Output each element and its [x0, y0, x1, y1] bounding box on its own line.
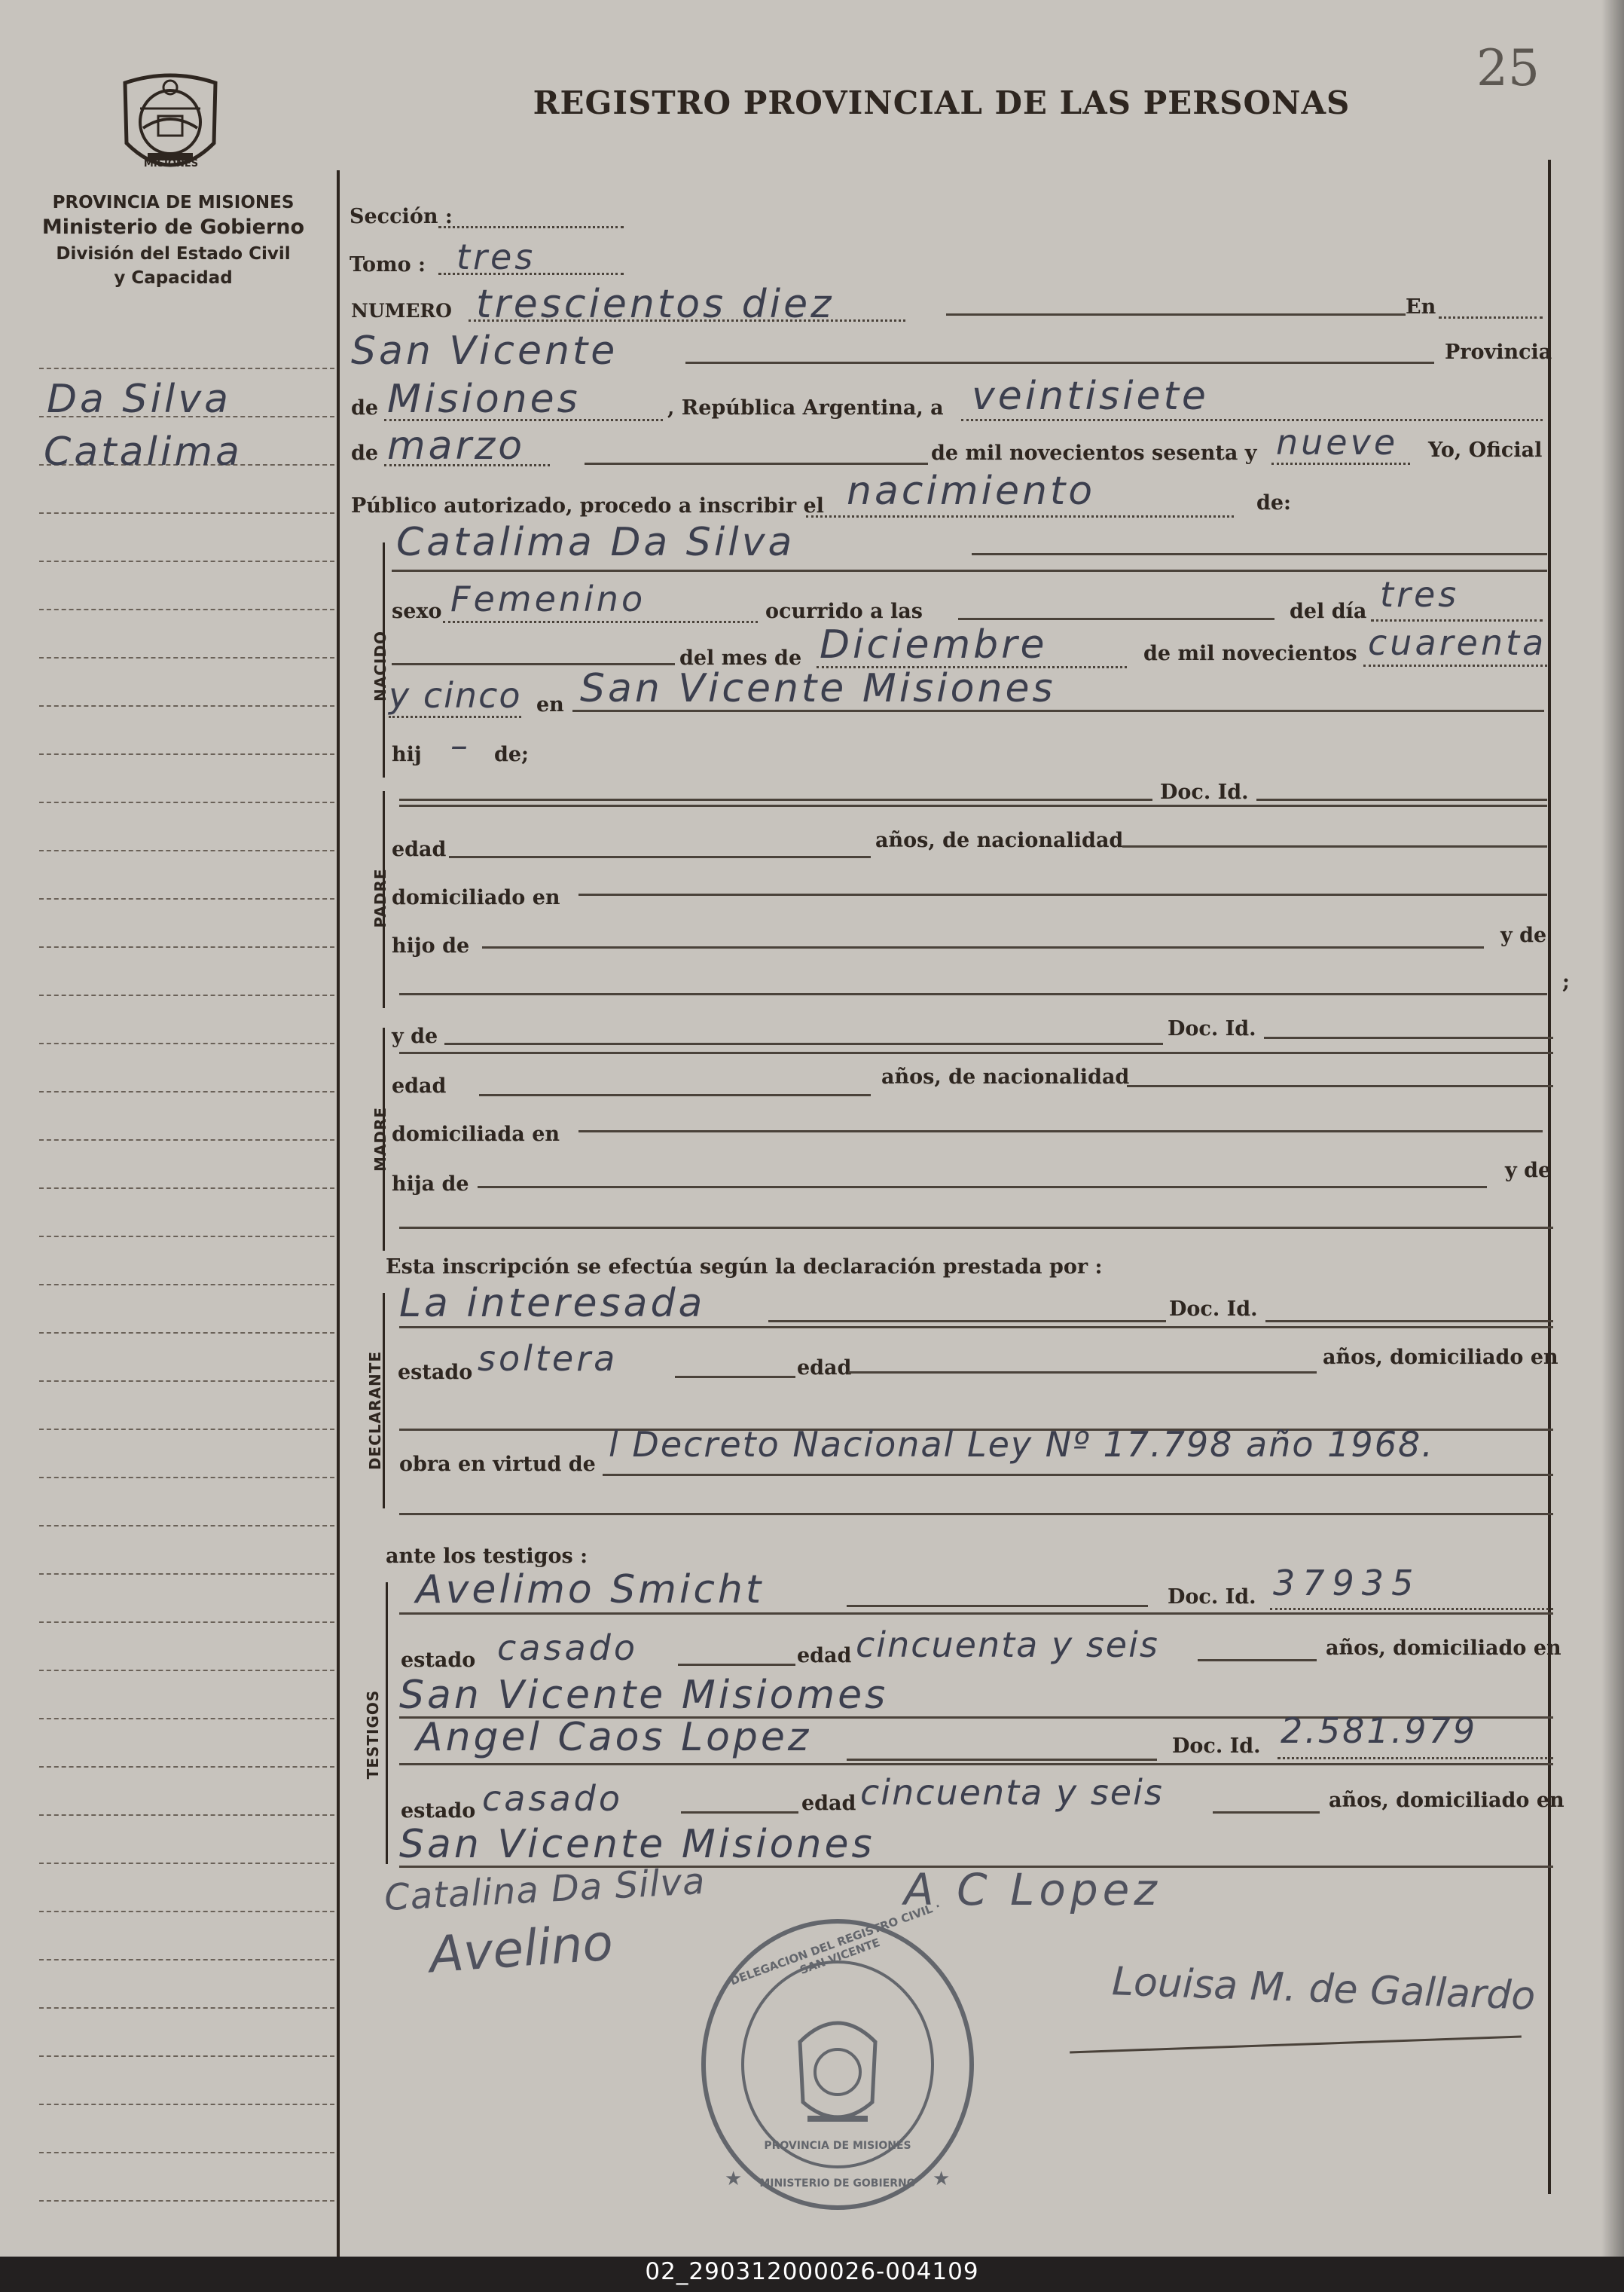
margin-ruled-line: [39, 1236, 334, 1237]
de-label-2: de: [351, 442, 379, 465]
margin-ruled-line: [39, 1380, 334, 1382]
ocurrido-rule: [958, 618, 1274, 620]
hij-dash: –: [450, 725, 471, 766]
page-title: REGISTRO PROVINCIAL DE LAS PERSONAS: [533, 84, 1351, 121]
t2-edad-value: cincuenta y seis: [860, 1772, 1164, 1813]
mes-rule: [392, 663, 675, 665]
t1-estado-label: estado: [401, 1649, 476, 1672]
en-label-2: en: [536, 693, 564, 717]
signature-catalina: Catalina Da Silva: [383, 1860, 707, 1920]
t1-doc-line: [1270, 1608, 1553, 1610]
margin-ruled-line: [39, 1911, 334, 1912]
madre-domicilio-rule: [578, 1130, 1543, 1132]
margin-ruled-line: [39, 1139, 334, 1141]
emblem-lettering: MISIONES: [143, 158, 199, 170]
declarante-doc-label: Doc. Id.: [1169, 1297, 1258, 1321]
margin-ruled-line: [39, 2007, 334, 2009]
t1-edad-rule: [1198, 1659, 1317, 1661]
stamp-bottom-text: MINISTERIO DE GOBIERNO: [759, 2177, 916, 2190]
margin-ruled-line: [39, 802, 334, 803]
padre-edad-label: edad: [392, 838, 447, 861]
nacido-place-value: San Vicente Misiones: [580, 666, 1056, 711]
padre-edad-rule: [449, 856, 871, 858]
stamp-outer-text: DELEGACION DEL REGISTRO CIVIL · SAN VICENTE: [728, 1899, 942, 1988]
t2-estado-rule: [681, 1811, 798, 1814]
padre-doc-rule: [1256, 799, 1547, 801]
mes-label: del mes de: [679, 646, 802, 670]
margin-ruled-line: [39, 2104, 334, 2105]
nacido-year-value-1: cuarenta: [1368, 622, 1547, 663]
margin-ruled-line: [39, 1766, 334, 1768]
madre-doc-rule: [1264, 1037, 1553, 1039]
t1-estado-value: casado: [497, 1627, 638, 1668]
dia-line: [1371, 619, 1543, 622]
signature-official: Louisa M. de Gallardo: [1111, 1959, 1537, 2019]
margin-divider: [337, 170, 340, 2257]
year-value: nueve: [1276, 422, 1399, 463]
declarante-rule-2: [399, 1326, 1553, 1328]
madre-edad-label: edad: [392, 1074, 447, 1098]
padre-nac-rule: [1122, 845, 1547, 848]
sexo-value: Femenino: [450, 579, 646, 619]
margin-ruled-line: [39, 2200, 334, 2202]
en-line: [1439, 316, 1543, 319]
margin-ruled-line: [39, 1284, 334, 1285]
margin-ruled-line: [39, 609, 334, 610]
t1-rule-2: [399, 1612, 1553, 1615]
margin-ruled-line: [39, 946, 334, 948]
margin-ruled-line: [39, 657, 334, 659]
mes-value: Diciembre: [820, 622, 1048, 668]
t2-anios-label: años, domiciliado en: [1329, 1789, 1564, 1812]
seccion-line: [438, 226, 624, 228]
t1-name-rule: [847, 1605, 1148, 1607]
declarante-edad-label: edad: [797, 1356, 852, 1380]
madre-doc-label: Doc. Id.: [1168, 1017, 1256, 1041]
madre-edad-rule: [479, 1094, 871, 1096]
madre-y-de-label-2: y de: [1505, 1159, 1552, 1182]
mil-label: de mil novecientos sesenta y: [931, 442, 1257, 465]
en-label: En: [1406, 295, 1436, 319]
tomo-label: Tomo :: [350, 253, 426, 277]
padre-domicilio-label: domiciliado en: [392, 886, 560, 909]
madre-section-label: MADRE: [371, 1106, 389, 1172]
stamp-inner-text: PROVINCIA DE MISIONES: [764, 2140, 911, 2152]
margin-ruled-line: [39, 850, 334, 851]
margin-ruled-line: [39, 512, 334, 514]
mil-label-2: de mil novecientos: [1143, 642, 1357, 665]
t1-doc-value: 37935: [1273, 1563, 1421, 1603]
nacido-year-line: [1363, 665, 1547, 667]
signature-lopez: A C Lopez: [904, 1864, 1162, 1915]
padre-doc-label: Doc. Id.: [1160, 781, 1249, 804]
margin-ruled-line: [39, 1525, 334, 1526]
year-line: [1271, 463, 1410, 465]
numero-rule: [946, 313, 1406, 316]
padre-section-label: PADRE: [371, 868, 389, 928]
margin-ruled-line: [39, 561, 334, 562]
madre-domicilio-label: domiciliada en: [392, 1123, 560, 1146]
margin-ruled-line: [39, 1959, 334, 1960]
margin-ruled-line: [39, 1814, 334, 1816]
signature-avelino: Avelino: [427, 1913, 615, 1985]
de-colon-label: de:: [1256, 491, 1292, 515]
svg-text:★: ★: [725, 2168, 743, 2190]
t2-name: Angel Caos Lopez: [416, 1715, 812, 1760]
org-division-2: y Capacidad: [114, 268, 233, 288]
act-line: [806, 515, 1234, 518]
padre-hijo-rule: [482, 946, 1484, 949]
hij-label: hij: [392, 743, 422, 766]
t2-estado-value: casado: [482, 1778, 623, 1819]
declarante-estado-value: soltera: [478, 1338, 618, 1379]
place-value: San Vicente: [351, 329, 618, 374]
margin-ruled-line: [39, 368, 334, 369]
t2-name-rule: [847, 1759, 1157, 1761]
t1-name: Avelimo Smicht: [416, 1567, 765, 1612]
margin-ruled-line: [39, 1429, 334, 1430]
day-line: [961, 419, 1543, 421]
padre-anios-label: años, de nacionalidad: [875, 829, 1124, 852]
del-dia-label: del día: [1290, 600, 1367, 623]
t2-domicilio: San Vicente Misiones: [399, 1822, 875, 1867]
dia-value: tres: [1380, 574, 1460, 615]
margin-ruled-line: [39, 1477, 334, 1478]
obra-rule: [603, 1474, 1553, 1476]
seccion-label: Sección :: [350, 205, 453, 228]
margin-ruled-line: [39, 898, 334, 900]
madre-rule-3: [399, 1227, 1553, 1229]
t2-doc-value: 2.581.979: [1281, 1710, 1478, 1751]
madre-hija-rule: [478, 1186, 1487, 1188]
t2-doc-line: [1278, 1757, 1553, 1759]
sexo-label: sexo: [392, 600, 442, 623]
declarante-estado-label: estado: [398, 1361, 473, 1384]
place-rule: [685, 362, 1434, 364]
margin-surname: Da Silva: [47, 377, 231, 422]
margin-ruled-line: [39, 1863, 334, 1864]
margin-ruled-line: [39, 753, 334, 755]
padre-name-rule: [399, 799, 1152, 801]
padre-hijo-label: hijo de: [392, 934, 470, 958]
madre-name-rule: [444, 1043, 1163, 1045]
month-rule: [585, 463, 928, 465]
tomo-value: tres: [456, 237, 536, 277]
margin-ruled-line: [39, 1670, 334, 1671]
obra-label: obra en virtud de: [399, 1453, 596, 1476]
nacido-name-rule-2: [392, 570, 1547, 572]
obra-value: l Decreto Nacional Ley Nº 17.798 año 1968.: [609, 1424, 1434, 1465]
year2-line: [389, 716, 521, 718]
de-label: de: [351, 396, 379, 420]
t2-estado-label: estado: [401, 1799, 476, 1823]
svg-text:★: ★: [933, 2168, 951, 2190]
madre-anios-label: años, de nacionalidad: [881, 1065, 1130, 1089]
padre-domicilio-rule: [578, 894, 1547, 896]
declarante-section-label: DECLARANTE: [366, 1350, 384, 1471]
madre-rule-2: [399, 1052, 1553, 1054]
numero-label: NUMERO: [351, 300, 452, 322]
margin-ruled-line: [39, 1332, 334, 1334]
declarante-doc-rule: [1265, 1320, 1553, 1322]
madre-nac-rule: [1127, 1085, 1553, 1087]
nacido-section-label: NACIDO: [371, 631, 389, 701]
org-division-1: División del Estado Civil: [56, 244, 291, 264]
t2-edad-rule: [1213, 1811, 1320, 1814]
declarante-name-rule: [768, 1320, 1166, 1322]
numero-value: trescientos diez: [476, 282, 835, 327]
nacido-name: Catalima Da Silva: [396, 520, 795, 565]
t2-doc-label: Doc. Id.: [1172, 1734, 1261, 1758]
t1-doc-label: Doc. Id.: [1168, 1585, 1256, 1609]
margin-ruled-line: [39, 1718, 334, 1719]
testigos-bracket: [386, 1582, 388, 1864]
margin-ruled-line: [39, 1621, 334, 1623]
t1-anios-label: años, domiciliado en: [1326, 1636, 1561, 1660]
org-province: PROVINCIA DE MISIONES: [52, 193, 295, 212]
margin-ruled-line: [39, 1573, 334, 1575]
t1-domicilio: San Vicente Misiomes: [399, 1673, 889, 1718]
declarante-estado-rule: [675, 1376, 795, 1378]
act-value: nacimiento: [847, 469, 1096, 514]
madre-y-de-label: y de: [392, 1025, 438, 1048]
padre-y-de-label: y de: [1500, 924, 1547, 947]
madre-hija-label: hija de: [392, 1172, 469, 1196]
t1-edad-value: cincuenta y seis: [856, 1624, 1159, 1665]
nacido-name-rule: [972, 553, 1547, 555]
declarante-anios-label: años, domiciliado en: [1323, 1346, 1558, 1369]
margin-ruled-line: [39, 1091, 334, 1093]
file-id-label: 02_290312000026-004109: [645, 2258, 979, 2285]
republica-label: , República Argentina, a: [667, 396, 944, 420]
testigos-section-label: TESTIGOS: [364, 1689, 382, 1780]
page-number: 25: [1476, 39, 1540, 97]
nacido-place-rule: [572, 710, 1544, 712]
margin-ruled-line: [39, 1187, 334, 1189]
t2-edad-label: edad: [801, 1792, 856, 1815]
padre-rule-2: [399, 805, 1547, 807]
declarante-edad-rule: [848, 1371, 1317, 1374]
publico-label: Público autorizado, procedo a inscribir el: [351, 494, 824, 518]
padre-rule-3: [399, 993, 1547, 995]
official-stamp: [694, 1899, 981, 2215]
month-value: marzo: [387, 423, 526, 469]
org-ministry: Ministerio de Gobierno: [41, 215, 305, 239]
provincia-label: Provincia: [1445, 341, 1552, 364]
margin-ruled-line: [39, 2055, 334, 2057]
declarante-name: La interesada: [399, 1281, 706, 1326]
declarante-intro: Esta inscripción se efectúa según la declaración prestada por :: [386, 1255, 1103, 1279]
province-value: Misiones: [387, 377, 581, 422]
t2-rule-2: [399, 1763, 1553, 1765]
sexo-line: [443, 621, 758, 623]
margin-ruled-line: [39, 705, 334, 707]
ocurrido-label: ocurrido a las: [765, 600, 923, 623]
margin-ruled-line: [39, 1043, 334, 1044]
nacido-year-value-2: y cinco: [389, 675, 522, 716]
margin-ruled-line: [39, 995, 334, 996]
oficial-label: Yo, Oficial: [1428, 439, 1543, 462]
t1-edad-label: edad: [797, 1644, 852, 1667]
hij-de-label: de;: [494, 743, 530, 766]
margin-given-name: Catalima: [44, 429, 243, 475]
day-value: veintisiete: [972, 374, 1209, 419]
padre-semicolon: ;: [1562, 970, 1570, 994]
t1-estado-rule: [678, 1664, 795, 1666]
margin-ruled-line: [39, 2152, 334, 2153]
signature-underline: [1070, 2036, 1522, 2054]
obra-rule-2: [399, 1513, 1553, 1515]
testigos-intro: ante los testigos :: [386, 1545, 588, 1568]
